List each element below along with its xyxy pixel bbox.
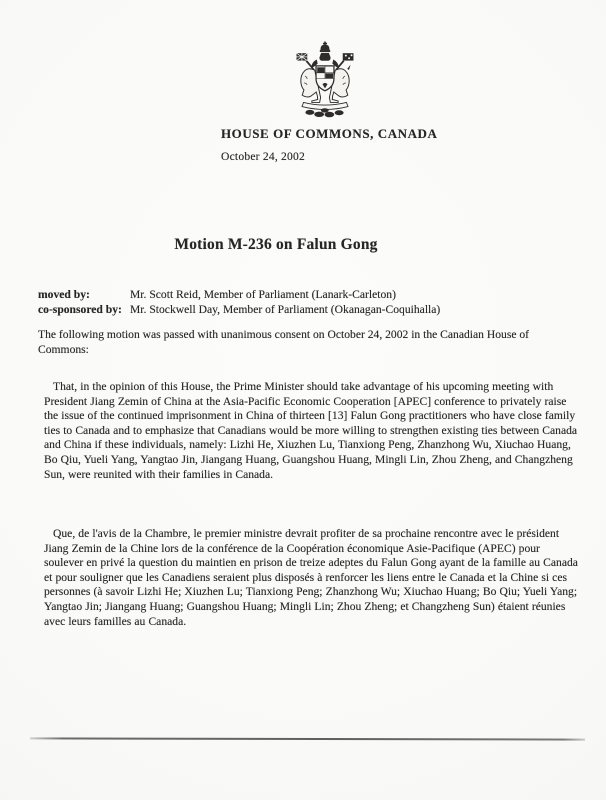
co-sponsored-by-row xyxy=(38,302,440,317)
moved-by-value: Mr. Scott Reid, Member of Parliament (Lanark-Carleton) xyxy=(130,288,396,301)
document-date: October 24, 2002 xyxy=(221,150,306,163)
motion-text-english: That, in the opinion of this House, the Prime Minister should take advantage of his upcoming meeting with President Jiang Zemin of China at the Asia-Pacific Economic Cooperation [APEC] conference to privately raise the issue of the continued imprisonment in China of thirteen [13] Falun Gong practitioners who have close family ties to Canada and to emphasize that Canadians would be more willing to strengthen existing ties between Canada and China if these individuals, namely: Lizhi He, Xiuzhen Lu, Tianxiong Peng, Zhanzhong Wu, Xiuchao Huang, Bo Qiu, Yueli Yang, Yangtao Jin, Jiangang Huang, Guangshou Huang, Mingli Lin, Zhou Zheng, and Changzheng Sun, were reunited with their families in Canada. xyxy=(44,380,578,481)
canada-coat-of-arms-icon xyxy=(294,41,356,119)
moved-by-row xyxy=(38,287,440,302)
co-sponsored-by-value: Mr. Stockwell Day, Member of Parliament (Okanagan-Coquihalla) xyxy=(130,303,441,316)
intro-paragraph: The following motion was passed with unanimous consent on October 24, 2002 in the Canadian House of Commons: xyxy=(38,328,530,356)
motion-title: Motion M-236 on Falun Gong xyxy=(174,236,378,253)
motion-text-french: Que, de l'avis de la Chambre, le premier ministre devrait profiter de sa prochaine rencontre avec le président Jiang Zemin de la Chine lors de la conférence de la Coopération économique Asie-Pacifique (APEC) pour soulever en privé la question du maintien en prison de treize adeptes du Falun Gong ayant de la famille au Canada et pour souligner que les Canadiens seraient plus disposés à renforcer les liens entre le Canada et la Chine si ces personnes (à savoir Lizhi He; Xiuzhen Lu; Tianxiong Peng; Zhanzhong Wu; Xiuchao Huang; Bo Qiu; Yueli Yang; Yangtao Jin; Jiangang Huang; Guangshou Huang; Mingli Lin; Zhou Zheng; et Changzheng Sun) étaient réunies avec leurs familles au Canada. xyxy=(44,527,578,628)
moved-by-label: moved by: xyxy=(38,288,90,301)
sponsor-block xyxy=(38,287,440,317)
scan-artifact-line xyxy=(30,737,585,740)
co-sponsored-by-label: co-sponsored by: xyxy=(38,303,122,316)
organization-name: HOUSE OF COMMONS, CANADA xyxy=(221,126,438,141)
